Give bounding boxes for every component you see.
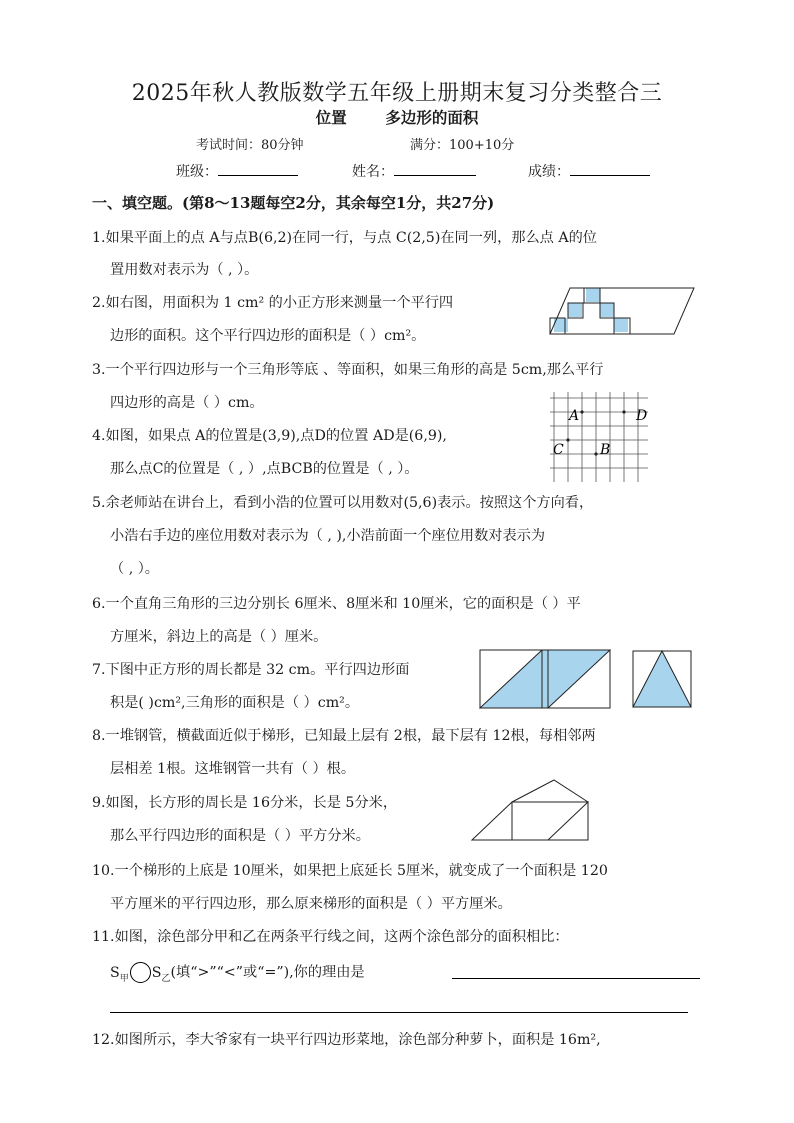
q3-line1: 3.一个平行四边形与一个三角形等底 、等面积，如果三角形的高是 5cm,那么平行 [92, 362, 604, 378]
q4-label-a: A [569, 408, 580, 424]
q4-line2: 那么点C的位置是（ , ）,点BCB的位置是（ , ）。 [110, 461, 419, 477]
q4-label-b: B [600, 442, 611, 458]
q6-line1: 6.一个直角三角形的三边分别长 6厘米、8厘米和 10厘米，它的面积是（ ）平 [92, 596, 581, 612]
q5-line3: （ , ）。 [110, 561, 159, 577]
q1-line2: 置用数对表示为（ , ）。 [110, 262, 259, 278]
q11-line2-rest: (填“>”“<”或“=”),你的理由是 [170, 964, 365, 981]
q11-reason-blank[interactable] [452, 978, 700, 979]
result-label: 成绩： [528, 164, 570, 180]
q7-shaded-parallelogram [480, 650, 610, 708]
q8-line2: 层相差 1根。这堆钢管一共有（ ）根。 [110, 761, 356, 777]
q9-rectangle-parallelogram-figure [468, 776, 598, 844]
q7-triangle-figure [630, 648, 696, 710]
name-label: 姓名： [352, 164, 394, 180]
result-blank[interactable] [570, 161, 650, 176]
q2-line1: 2.如右图，用面积为 1 cm² 的小正方形来测量一个平行四 [92, 295, 454, 311]
q10-line2: 平方厘米的平行四边形，那么原来梯形的面积是（ ）平方厘米。 [110, 896, 512, 912]
q8-line1: 8.一堆钢管，横截面近似于梯形，已知最上层有 2根，最下层有 12根，每相邻两 [92, 728, 596, 744]
q4-coordinate-grid-figure [548, 388, 656, 484]
q11-reason-blank-2[interactable] [110, 1012, 688, 1013]
q1-line1: 1.如果平面上的点 A与点B(6,2)在同一行，与点 C(2,5)在同一列，那么点 A的位 [92, 230, 597, 246]
q12-line1: 12.如图所示，李大爷家有一块平行四边形菜地，涂色部分种萝卜，面积是 16m², [92, 1032, 601, 1048]
subtitle-polygon-area: 多边形的面积 [385, 108, 479, 127]
q4-label-c: C [553, 442, 564, 458]
q11-s-jia: $S_甲$ [110, 964, 129, 984]
q5-line1: 5.余老师站在讲台上，看到小浩的位置可以用数对(5,6)表示。按照这个方向看， [92, 495, 594, 511]
q2-line2: 边形的面积。这个平行四边形的面积是（ ）cm²。 [110, 328, 426, 344]
q4-label-d: D [636, 408, 648, 424]
exam-title: 2025年秋人教版数学五年级上册期末复习分类整合三 [131, 81, 663, 106]
exam-time: 考试时间：80分钟 [196, 138, 304, 153]
q11-line1: 11.如图，涂色部分甲和乙在两条平行线之间，这两个涂色部分的面积相比： [92, 929, 569, 945]
q9-line2: 那么平行四边形的面积是（ ）平方分米。 [110, 828, 370, 844]
exam-subtitle [0, 106, 794, 128]
q4-point-c [566, 438, 569, 441]
exam-full-score: 满分：100+10分 [410, 138, 515, 153]
class-label: 班级： [176, 164, 218, 180]
q2-grid-parallelogram-figure [548, 286, 698, 338]
q5-line2: 小浩右手边的座位用数对表示为（ , ),小浩前面一个座位用数对表示为 [110, 528, 546, 544]
q7-line2: 积是( )cm²,三角形的面积是（ ）cm²。 [110, 695, 360, 711]
name-field [352, 161, 476, 181]
q11-s-yi: $S_乙$ [151, 964, 171, 984]
q7-parallelogram-figure [478, 648, 618, 710]
q9-line1: 9.如图，长方形的周长是 16分米，长是 5分米， [92, 795, 398, 811]
name-blank[interactable] [394, 161, 476, 176]
q10-line1: 10.一个梯形的上底是 10厘米，如果把上底延长 5厘米，就变成了一个面积是 120 [92, 863, 608, 879]
q7-shaded-triangle [633, 652, 691, 707]
q3-line2: 四边形的高是（ ）cm。 [110, 395, 264, 411]
section-heading-fill-blank: 一、填空题。(第8～13题每空2分，其余每空1分，共27分) [92, 194, 495, 212]
q7-line1: 7.下图中正方形的周长都是 32 cm。平行四边形面 [92, 662, 410, 678]
class-blank[interactable] [218, 161, 298, 176]
q4-point-a [580, 410, 583, 413]
q4-line1: 4.如图，如果点 A的位置是(3,9),点D的位置 AD是(6,9), [92, 428, 447, 444]
q4-point-b [594, 452, 597, 455]
q11-line2 [110, 962, 365, 988]
result-field [528, 161, 650, 181]
class-field [176, 161, 298, 181]
subtitle-position: 位置 [315, 108, 347, 127]
q6-line2: 方厘米，斜边上的高是（ ）厘米。 [110, 629, 328, 645]
q4-point-d [622, 410, 625, 413]
q11-compare-circle[interactable] [130, 962, 151, 983]
